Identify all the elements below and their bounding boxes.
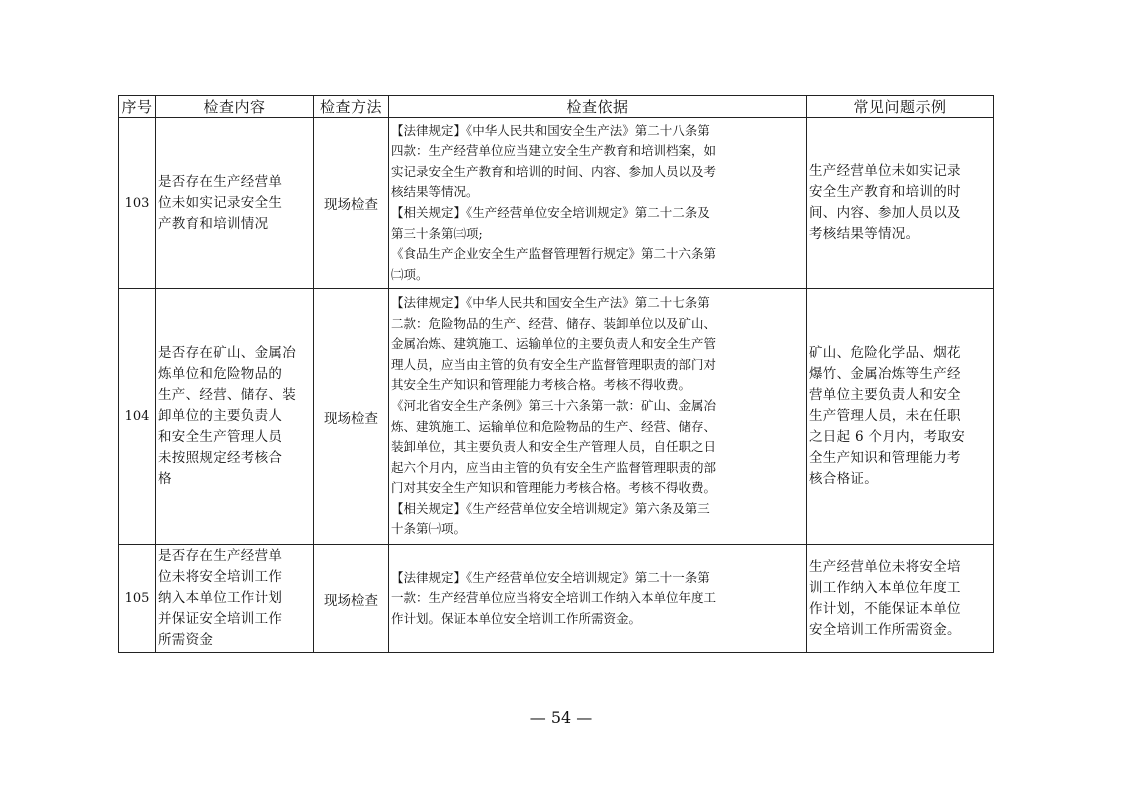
content-line: 纳入本单位工作计划 — [158, 590, 283, 606]
basis-line: 十条第㈠项。 — [391, 521, 467, 537]
basis-line: 【相关规定】《生产经营单位安全培训规定》第六条及第三 — [391, 500, 710, 516]
content-line: 卸单位的主要负责人 — [158, 408, 283, 424]
basis-line: 【法律规定】《中华人民共和国安全生产法》第二十七条第 — [391, 294, 710, 310]
content-line: 格 — [158, 471, 172, 487]
common-issue-cell — [807, 118, 994, 289]
basis-line: 一款：生产经营单位应当将安全培训工作纳入本单位年度工 — [391, 590, 717, 606]
content-line: 产教育和培训情况 — [158, 215, 269, 232]
issue-line: 爆竹、金属冶炼等生产经 — [809, 366, 961, 382]
row-number: 104 — [119, 289, 156, 545]
issue-line: 安全生产教育和培训的时 — [809, 184, 961, 200]
basis-line: 门对其安全生产知识和管理能力考核合格。考核不得收费。 — [391, 480, 717, 496]
table-row — [119, 289, 994, 545]
page-number: — 54 — — [529, 708, 593, 727]
content-line: 炼单位和危险物品的 — [158, 366, 283, 382]
issue-line: 核合格证。 — [809, 471, 878, 487]
header-number: 序号 — [119, 96, 156, 118]
basis-line: 装卸单位，其主要负责人和安全生产管理人员，自任职之日 — [391, 439, 717, 455]
check-method-cell: 现场检查 — [314, 289, 389, 545]
check-content-cell — [156, 289, 314, 545]
issue-line: 矿山、危险化学品、烟花 — [809, 345, 961, 361]
basis-line: 起六个月内，应当由主管的负有安全生产监督管理职责的部 — [391, 459, 717, 475]
basis-line: 实记录安全生产教育和培训的时间、内容、参加人员以及考 — [391, 163, 717, 179]
table-row — [119, 545, 994, 653]
issue-line: 生产经营单位未如实记录 — [809, 163, 961, 179]
content-line: 所需资金 — [158, 632, 214, 648]
header-issues: 常见问题示例 — [807, 96, 994, 118]
check-content-cell — [156, 118, 314, 289]
issue-line: 全生产知识和管理能力考 — [809, 450, 961, 466]
row-number: 105 — [119, 545, 156, 653]
basis-line: 《河北省安全生产条例》第三十六条第一款：矿山、金属冶 — [391, 397, 717, 413]
table-header-row — [119, 96, 994, 118]
row-number: 103 — [119, 118, 156, 289]
issue-line: 间、内容、参加人员以及 — [809, 205, 961, 221]
inspection-table — [118, 95, 994, 653]
content-line: 是否存在生产经营单 — [158, 548, 283, 564]
issue-line: 作计划，不能保证本单位 — [809, 600, 961, 617]
basis-line: 第三十条第㈢项; — [391, 225, 483, 241]
issue-line: 生产经营单位未将安全培 — [809, 558, 961, 575]
header-content: 检查内容 — [156, 96, 314, 118]
basis-line: ㈡项。 — [391, 266, 429, 282]
common-issue-cell — [807, 289, 994, 545]
content-line: 生产、经营、储存、装 — [158, 387, 296, 403]
check-content-cell — [156, 545, 314, 653]
table-row — [119, 118, 994, 289]
issue-line: 之日起 6 个月内，考取安 — [809, 429, 966, 445]
basis-line: 理人员，应当由主管的负有安全生产监督管理职责的部门对 — [391, 356, 717, 372]
common-issue-cell — [807, 545, 994, 653]
basis-line: 【法律规定】《生产经营单位安全培训规定》第二十一条第 — [391, 569, 710, 585]
basis-line: 作计划。保证本单位安全培训工作所需资金。 — [391, 610, 642, 626]
issue-line: 生产管理人员，未在任职 — [809, 408, 961, 424]
content-line: 位未如实记录安全生 — [158, 194, 283, 211]
issue-line: 安全培训工作所需资金。 — [809, 621, 961, 638]
check-method-cell: 现场检查 — [314, 118, 389, 289]
issue-line: 训工作纳入本单位年度工 — [809, 579, 961, 596]
basis-line: 核结果等情况。 — [391, 184, 479, 200]
basis-line: 金属冶炼、建筑施工、运输单位的主要负责人和安全生产管 — [391, 336, 717, 352]
header-basis: 检查依据 — [389, 96, 807, 118]
basis-line: 其安全生产知识和管理能力考核合格。考核不得收费。 — [391, 377, 692, 393]
content-line: 并保证安全培训工作 — [158, 611, 283, 627]
check-basis-cell — [389, 289, 807, 545]
content-line: 是否存在矿山、金属冶 — [158, 345, 296, 361]
basis-line: 《食品生产企业安全生产监督管理暂行规定》第二十六条第 — [391, 246, 717, 262]
content-line: 是否存在生产经营单 — [158, 173, 283, 190]
basis-line: 二款：危险物品的生产、经营、储存、装卸单位以及矿山、 — [391, 315, 717, 331]
basis-line: 【相关规定】《生产经营单位安全培训规定》第二十二条及 — [391, 205, 710, 220]
header-method: 检查方法 — [314, 96, 389, 118]
basis-line: 四款：生产经营单位应当建立安全生产教育和培训档案，如 — [391, 143, 717, 159]
issue-line: 营单位主要负责人和安全 — [809, 387, 961, 403]
check-method-cell: 现场检查 — [314, 545, 389, 653]
content-line: 位未将安全培训工作 — [158, 569, 283, 585]
basis-line: 炼、建筑施工、运输单位和危险物品的生产、经营、储存、 — [391, 418, 717, 434]
check-basis-cell — [389, 545, 807, 653]
content-line: 和安全生产管理人员 — [158, 429, 283, 445]
issue-line: 考核结果等情况。 — [809, 226, 920, 242]
content-line: 未按照规定经考核合 — [158, 450, 283, 466]
basis-line: 【法律规定】《中华人民共和国安全生产法》第二十八条第 — [391, 122, 710, 138]
check-basis-cell — [389, 118, 807, 289]
